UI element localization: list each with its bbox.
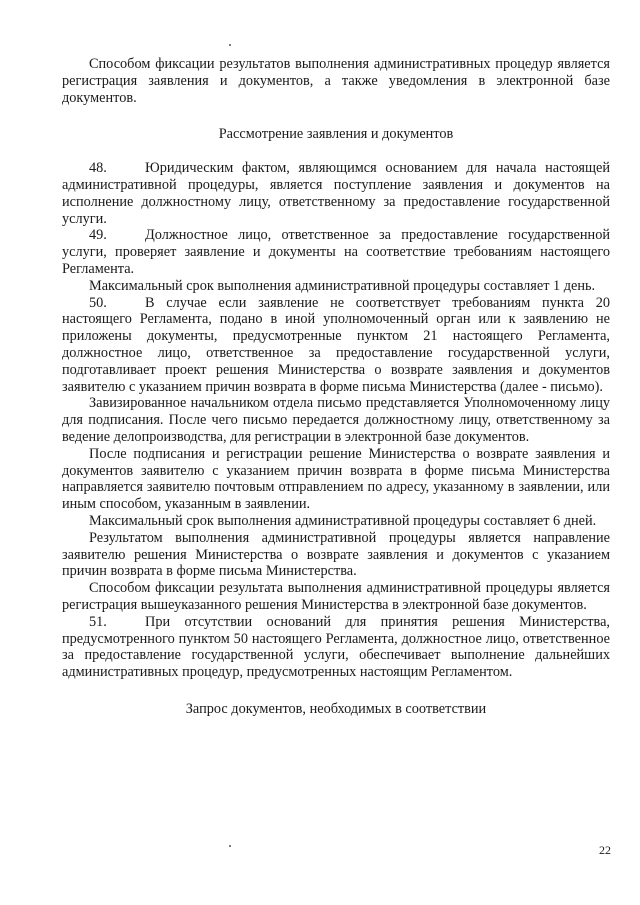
paragraph-number: 50. [89, 294, 107, 311]
paragraph-after-sign: После подписания и регистрации решение Министерства о возврате заявления и документов заявителю с указанием причин возврата в форме письма Министерства направляется заявителю почтовым отправлением по адресу, указанному в заявлении, или иным способом, указанным в заявлении. [62, 445, 610, 513]
paragraph-text: Юридическим фактом, являющимся основанием для начала настоящей административной процедуры, является поступление заявления и документов на исполнение должностному лицу, ответственному за предоставление государственной услуги. [62, 160, 610, 227]
paragraph-48 [62, 160, 610, 227]
document-body [62, 56, 610, 718]
paragraph-text: При отсутствии оснований для принятия решения Министерства, предусмотренного пунктом 50 настоящего Регламента, должностное лицо, ответственное за предоставление государственной услуги, обеспечивает выполнение дальнейших административных процедур, предусмотренных настоящим Регламентом. [62, 613, 610, 681]
paragraph-49 [62, 227, 610, 277]
paragraph-text: В случае если заявление не соответствует требованиям пункта 20 настоящего Регламента, подано в иной уполномоченный орган или к заявлению не приложены документы, предусмотренные пунктом 21 настоящего Регламента, должностное лицо, ответственное за предоставление государственной услуги, подготавливает проект решения Министерства о возврате заявления и документов заявителю с указанием причин возврата в форме письма Министерства (далее - письмо). [62, 294, 610, 395]
paragraph-50 [62, 295, 610, 396]
scan-speck [229, 845, 231, 847]
page-number: 22 [599, 843, 611, 857]
paragraph-max-term-1: Максимальный срок выполнения административной процедуры составляет 1 день. [89, 277, 596, 294]
paragraph-number: 48. [89, 160, 107, 177]
paragraph-number: 49. [89, 227, 107, 244]
scan-speck [229, 44, 231, 46]
section-heading-review: Рассмотрение заявления и документов [218, 126, 454, 143]
paragraph-text: Должностное лицо, ответственное за предоставление государственной услуги, проверяет заявление и документы на соответствие требованиям настоящего Регламента. [62, 227, 610, 277]
paragraph-number: 51. [89, 613, 107, 630]
paragraph-visa: Завизированное начальником отдела письмо представляется Уполномоченному лицу для подписания. После чего письмо передается должностному лицу, ответственному за ведение делопроизводства, для регистрации в электронной базе документов. [62, 395, 610, 445]
paragraph-max-term-6: Максимальный срок выполнения административной процедуры составляет 6 дней. [89, 512, 597, 529]
paragraph-51 [62, 614, 610, 681]
intro-paragraph: Способом фиксации результатов выполнения административных процедур является регистрация заявления и документов, а также уведомления в электронной базе документов. [62, 56, 610, 106]
paragraph-result: Результатом выполнения административной процедуры является направление заявителю решения Министерства о возврате заявления и документов с указанием причин возврата в форме письма Министерства. [62, 529, 610, 580]
section-heading-request: Запрос документов, необходимых в соответствии [185, 700, 487, 717]
paragraph-fixation: Способом фиксации результата выполнения административной процедуры является регистрация вышеуказанного решения Министерства в электронной базе документов. [62, 580, 610, 613]
